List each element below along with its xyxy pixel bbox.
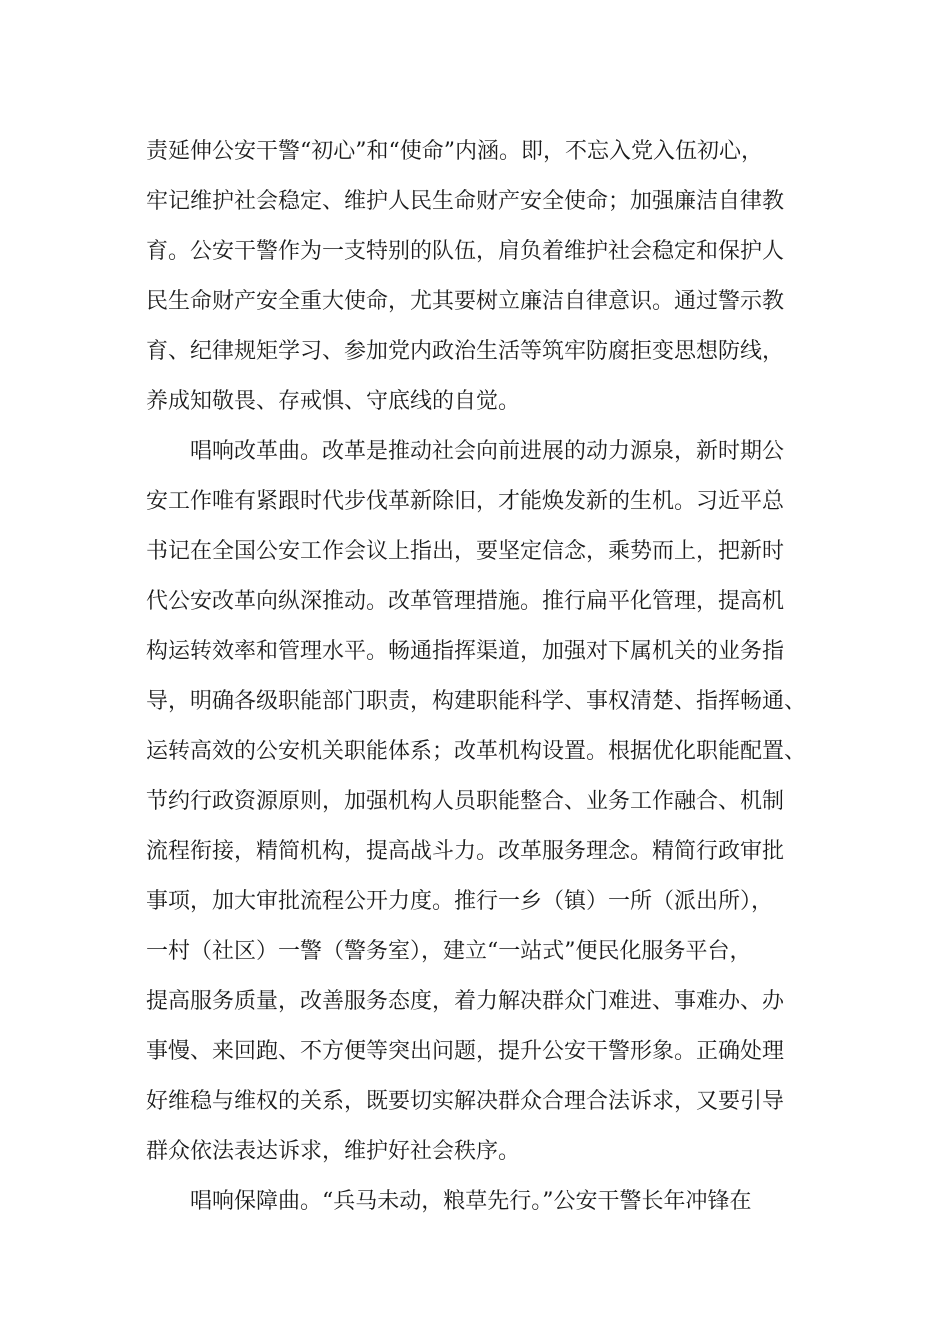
text-line: 事项，加大审批流程公开力度。推行一乡（镇）一所（派出所），	[146, 889, 774, 914]
text-line: 提高服务质量，改善服务态度，着力解决群众门难进、事难办、办	[146, 989, 785, 1014]
text-line: 育、纪律规矩学习、参加党内政治生活等筑牢防腐拒变思想防线，	[146, 339, 785, 364]
text-line: 民生命财产安全重大使命，尤其要树立廉洁自律意识。通过警示教	[146, 289, 785, 314]
text-line: 唱响改革曲。改革是推动社会向前进展的动力源泉，新时期公	[190, 439, 785, 464]
text-line: 节约行政资源原则，加强机构人员职能整合、业务工作融合、机制	[146, 789, 785, 814]
text-line: 牢记维护社会稳定、维护人民生命财产安全使命；加强廉洁自律教	[146, 189, 785, 214]
text-line: 构运转效率和管理水平。畅通指挥渠道，加强对下属机关的业务指	[146, 639, 785, 664]
text-line: 育。公安干警作为一支特别的队伍，肩负着维护社会稳定和保护人	[146, 239, 785, 264]
text-line: 群众依法表达诉求，维护好社会秩序。	[146, 1139, 521, 1164]
text-line: 书记在全国公安工作会议上指出，要坚定信念，乘势而上，把新时	[146, 539, 785, 564]
text-line: 导，明确各级职能部门职责，构建职能科学、事权清楚、指挥畅通、	[146, 689, 807, 714]
text-line: 安工作唯有紧跟时代步伐革新除旧，才能焕发新的生机。习近平总	[146, 489, 785, 514]
text-line: 运转高效的公安机关职能体系；改革机构设置。根据优化职能配置、	[146, 739, 807, 764]
text-line: 代公安改革向纵深推动。改革管理措施。推行扁平化管理，提高机	[146, 589, 785, 614]
text-line: 事慢、来回跑、不方便等突出问题，提升公安干警形象。正确处理	[146, 1039, 785, 1064]
text-line: 唱响保障曲。“兵马未动，粮草先行。”公安干警长年冲锋在	[190, 1189, 752, 1214]
text-line: 好维稳与维权的关系，既要切实解决群众合理合法诉求，又要引导	[146, 1089, 785, 1114]
text-line: 责延伸公安干警“初心”和“使命”内涵。即，不忘入党入伍初心，	[146, 139, 763, 164]
text-line: 一村（社区）一警（警务室），建立“一站式”便民化服务平台，	[146, 939, 752, 964]
text-line: 养成知敬畏、存戒惧、守底线的自觉。	[146, 389, 521, 414]
text-line: 流程衔接，精简机构，提高战斗力。改革服务理念。精简行政审批	[146, 839, 785, 864]
